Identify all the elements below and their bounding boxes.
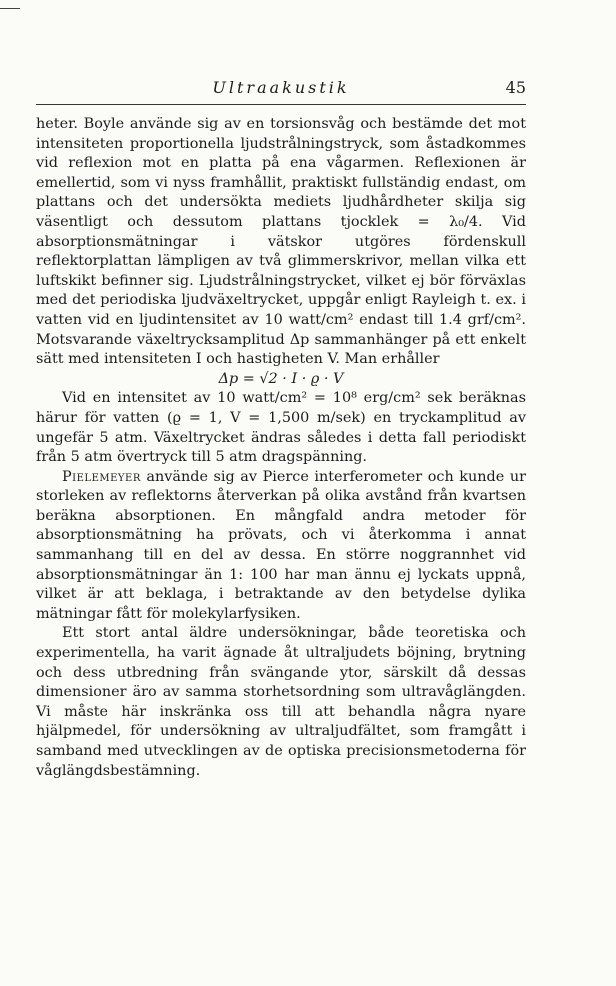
formula-pressure-amplitude: Δp = √2 · I · ϱ · V — [218, 370, 344, 387]
header-rule — [36, 104, 526, 105]
running-title: Ultraakustik — [212, 78, 350, 97]
author-name-pielemeyer: Pielemeyer — [62, 468, 141, 485]
paragraph-2 — [36, 389, 526, 467]
paragraph-3 — [36, 468, 526, 625]
paragraph-4-text: Ett stort antal äldre undersökningar, både teoretiska och experimentella, ha varit ägnade åt ultraljudets böjning, brytning och dess utbredning från svängande ytor, särskilt då dessas dimensioner äro av samma storhetsordning som ultravåglängden. Vi måste här inskränka oss till att behandla några nyare hjälpmedel, för undersökning av ultraljudfältet, som framgått i samband med utvecklingen av de optiska precisionsmetoderna för våglängdsbestämning. — [36, 625, 526, 779]
paragraph-3-text: använde sig av Pierce interferometer och kunde ur storleken av reflektorns återverkan på olika avstånd från kvartsen beräkna absorptionen. En mångfald andra metoder för absorptionsmätning ha prövats, och vi återkomma i annat sammanhang till en del av dessa. En större noggrannhet vid absorptionsmätningar än 1: 100 har man ännu ej lyckats uppnå, vilket är att beklaga, i betraktande av den betydelse dylika mätningar fått för molekylarfysiken. — [36, 468, 526, 622]
paragraph-2-text: Vid en intensitet av 10 watt/cm² = 10⁸ erg/cm² sek beräknas härur för vatten (ϱ = 1, V = 1,500 m/sek) en tryckamplitud av ungefär 5 atm. Växeltrycket ändras således i detta fall periodiskt från 5 atm övertryck till 5 atm dragspänning. — [36, 390, 526, 466]
scan-edge-mark — [0, 8, 20, 9]
page-number: 45 — [505, 78, 526, 97]
paragraph-4 — [36, 624, 526, 781]
running-header — [36, 78, 526, 102]
body-text — [36, 115, 526, 781]
paragraph-1 — [36, 115, 526, 370]
paragraph-1-text: heter. Boyle använde sig av en torsionsvåg och bestämde det mot intensiteten proportionella ljudstrålningstryck, som åstadkommes vid reflexion mot en platta på ena vågarmen. Reflexionen är emellertid, som vi nyss framhållit, praktiskt fullständig endast, om plattans och det undersökta mediets ljudhårdheter skilja sig väsentligt och dessutom plattans tjocklek = λ₀/4. Vid absorptionsmätningar i vätskor utgöres fördenskull reflektorplattan lämpligen av två glimmerskrivor, mellan vilka ett luftskikt befinner sig. Ljudstrålningstrycket, vilket ej bör förväxlas med det periodiska ljudväxeltrycket, uppgår enligt Rayleigh t. ex. i vatten vid en ljudintensitet av 10 watt/cm² endast till 1.4 grf/cm². Motsvarande växeltrycksamplitud Δp sammanhänger på ett enkelt sätt med intensiteten I och hastigheten V. Man erhåller — [36, 116, 526, 368]
